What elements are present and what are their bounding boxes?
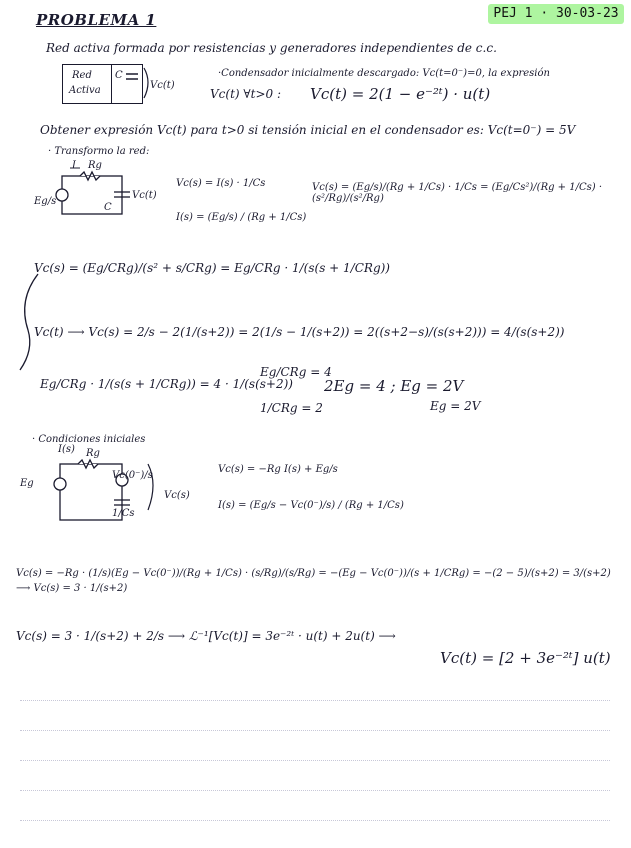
cap-label: C <box>115 70 123 81</box>
eq-vc-from-i: Vc(s) = I(s) · 1/Cs <box>176 178 266 189</box>
circuit2-cap-src: Vc(0⁻)/s <box>112 470 153 481</box>
circuit2-current: I(s) <box>58 444 75 455</box>
eq-final-line-1: Vc(s) = −Rg · (1/s)(Eg − Vc(0⁻))/(Rg + 1/Cs) · (s/Rg)/(s/Rg) = −(Eg − Vc(0⁻))/(s + 1/CRg) = −(2 − 5)/(s+2) = 3/(s+2) ⟶ Vc(s) = 3 · 1/(s+2) <box>16 568 611 594</box>
circuit2-resistor: Rg <box>86 448 100 459</box>
bullet-initial: · Condiciones iniciales <box>32 434 146 445</box>
eq-final-line-2: Vc(s) = 3 · 1/(s+2) + 2/s ⟶ ℒ⁻¹[Vc(t)] = 3e⁻²ᵗ · u(t) + 2u(t) ⟶ <box>16 629 396 643</box>
eq-initial-2: I(s) = (Eg/s − Vc(0⁻)/s) / (Rg + 1/Cs) <box>218 500 404 511</box>
eq-partial-fractions: Vc(t) ⟶ Vc(s) = 2/s − 2(1/(s+2)) = 2(1/s − 1/(s+2)) = 2((s+2−s)/(s(s+2))) = 4/(s(s+2)) <box>34 325 565 339</box>
box-label-activa: Activa <box>69 85 101 96</box>
eq-result: 2Eg = 4 ; Eg = 2V <box>324 377 464 395</box>
eq-i-of-s: I(s) = (Eg/s) / (Rg + 1/Cs) <box>176 212 307 223</box>
circuit1-resistor: Rg <box>88 160 102 171</box>
condition-eq-right: Vc(t) = 2(1 − e⁻²ᵗ) · u(t) <box>310 85 491 103</box>
ruled-line <box>20 790 610 791</box>
eq-match-a: Eg/CRg = 4 <box>260 365 332 379</box>
circuit-2-diagram <box>40 450 160 530</box>
circuit1-current: I <box>72 160 76 171</box>
vc-label: Vc(t) <box>150 80 175 91</box>
eq-vc-of-s: Vc(s) = (Eg/s)/(Rg + 1/Cs) · 1/Cs = (Eg/Cs²)/(Rg + 1/Cs) · (s²/Rg)/(s²/Rg) <box>312 182 603 204</box>
eq-result-2: Eg = 2V <box>430 399 481 413</box>
box-label-red: Red <box>72 70 92 81</box>
ruled-line <box>20 820 610 821</box>
circuit2-cap: 1/Cs <box>112 508 135 519</box>
circuit2-source: Eg <box>20 478 34 489</box>
intro-statement: Red activa formada por resistencias y generadores independientes de c.c. <box>46 41 497 55</box>
circuit2-vc: Vc(s) <box>164 490 190 501</box>
eq-vc-simplified: Vc(s) = (Eg/CRg)/(s² + s/CRg) = Eg/CRg · 1/(s(s + 1/CRg)) <box>34 261 390 275</box>
eq-match-b: 1/CRg = 2 <box>260 401 323 415</box>
circuit1-vc: Vc(t) <box>132 190 157 201</box>
eq-initial-1: Vc(s) = −Rg I(s) + Eg/s <box>218 464 338 475</box>
exam-tag: PEJ 1 · 30-03-23 <box>488 4 624 24</box>
eq-match-left: Eg/CRg · 1/(s(s + 1/CRg)) = 4 · 1/(s(s+2)) <box>40 377 293 391</box>
task-statement: Obtener expresión Vc(t) para t>0 si tensión inicial en el condensador es: Vc(t=0⁻) = 5V <box>40 123 576 137</box>
problem-title: PROBLEMA 1 <box>36 11 157 29</box>
bullet-transform: · Transformo la red: <box>48 146 150 157</box>
active-network-box <box>62 64 112 104</box>
circuit1-source: Eg/s <box>34 196 57 207</box>
ruled-line <box>20 730 610 731</box>
circuit1-cap: C <box>104 202 112 213</box>
ruled-line <box>20 760 610 761</box>
final-answer: Vc(t) = [2 + 3e⁻²ᵗ] u(t) <box>440 649 611 667</box>
condition-text: ·Condensador inicialmente descargado: Vc(t=0⁻)=0, la expresión <box>218 68 550 79</box>
ruled-line <box>20 700 610 701</box>
condition-eq-left: Vc(t) ∀t>0 : <box>210 87 281 101</box>
